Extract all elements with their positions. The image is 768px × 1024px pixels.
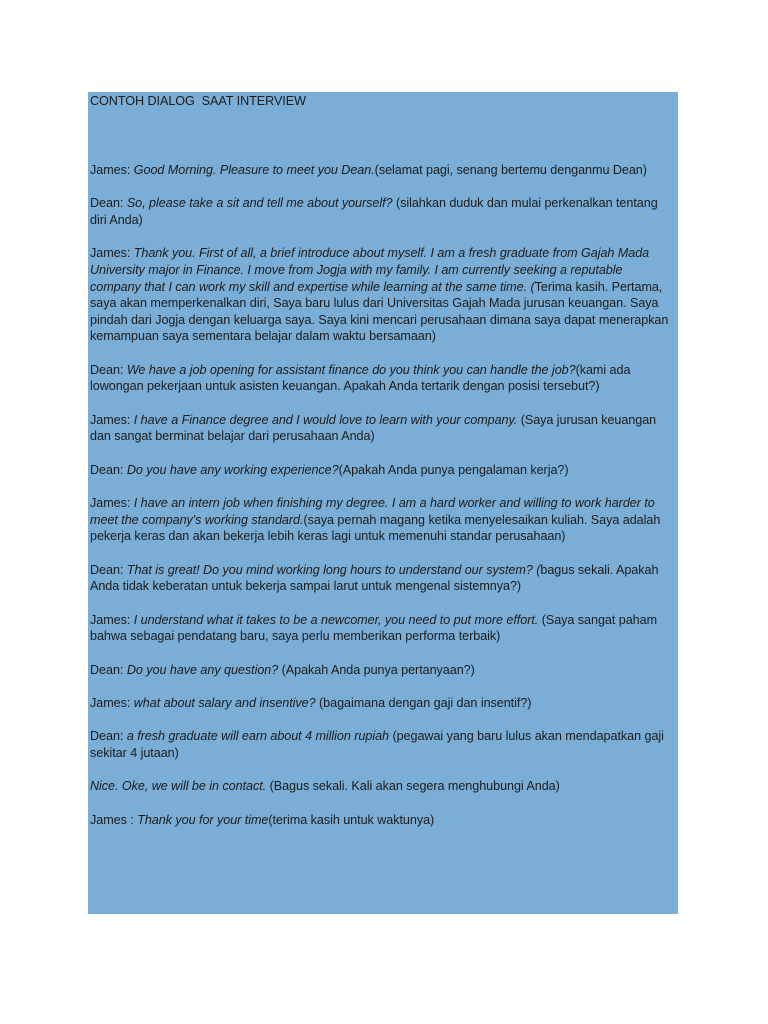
translation-text: (Saya sangat paham bahwa sebagai pendatang baru, saya perlu memberikan performa terbaik)	[90, 612, 658, 644]
translation-text: (terima kasih untuk waktunya)	[268, 812, 435, 827]
translation-text: bagus sekali. Apakah Anda tidak keberatan untuk bekerja sampai larut untuk mengenal sistemnya?)	[90, 562, 659, 594]
speaker-label: Dean:	[90, 196, 127, 211]
translation-text: (bagaimana dengan gaji dan insentif?)	[315, 696, 532, 711]
translation-text: (selamat pagi, senang bertemu denganmu Dean)	[374, 163, 647, 177]
translation-text: (Saya jurusan keuangan dan sangat berminat belajar dari perusahaan Anda)	[90, 412, 657, 444]
translation-text: Terima kasih. Pertama, saya akan memperkenalkan diri, Saya baru lulus dari Universitas Gajah Mada jurusan keuangan. Saya pindah dari Jogja dengan keluarga saya. Saya kini mencari perusahaan dimana saya dapat menerapkan kemampuan saya sementara belajar dalam waktu bersamaan)	[90, 279, 669, 344]
dialog-line	[90, 462, 676, 479]
speaker-label: Dean:	[90, 662, 127, 677]
dialog-line	[90, 162, 676, 179]
speaker-label: James:	[90, 496, 134, 511]
dialog-line	[90, 562, 676, 595]
dialog-line	[90, 812, 676, 829]
dialog-line	[90, 495, 676, 545]
english-text: Do you have any working experience?	[126, 462, 339, 477]
english-text: Thank you for your time	[137, 812, 269, 827]
speaker-label: Dean:	[90, 462, 127, 477]
speaker-label: James:	[90, 696, 134, 711]
dialog-line	[90, 778, 676, 795]
english-text: Good Morning. Pleasure to meet you Dean.	[133, 163, 375, 177]
english-text: I understand what it takes to be a newcomer, you need to put more effort.	[133, 612, 539, 627]
english-text: We have a job opening for assistant finance do you think you can handle the job?	[126, 362, 576, 377]
speaker-label: James:	[90, 612, 134, 627]
english-text: what about salary and insentive?	[133, 696, 316, 711]
dialog-line	[90, 612, 676, 645]
speaker-label: James :	[90, 812, 138, 827]
english-text: Do you have any question?	[126, 662, 279, 677]
speaker-label: Dean:	[90, 729, 127, 744]
speaker-label: James:	[90, 412, 134, 427]
english-text: Nice. Oke, we will be in contact.	[90, 779, 267, 794]
dialog-line	[90, 728, 676, 761]
speaker-label: Dean:	[90, 562, 127, 577]
dialog-line	[90, 195, 676, 228]
dialog-line	[90, 362, 676, 395]
translation-text: (kami ada lowongan pekerjaan untuk asisten keuangan. Apakah Anda tertarik dengan posisi tersebut?)	[90, 362, 631, 394]
english-text: I have an intern job when finishing my degree. I am a hard worker and willing to work harder to meet the company's working standard.	[90, 496, 655, 527]
dialog-line	[90, 412, 676, 445]
dialog-line	[90, 695, 676, 712]
english-text: Thank you. First of all, a brief introduce about myself. I am a fresh graduate from Gajah Mada University major in Finance. I move from Jogja with my family. I am currently seeking a reputable company that I can work my skill and expertise while learning at the same time. (	[90, 246, 650, 294]
speaker-label: Dean:	[90, 362, 127, 377]
dialog-list	[90, 162, 676, 845]
document-body	[88, 92, 678, 914]
english-text: So, please take a sit and tell me about yourself?	[126, 196, 393, 211]
speaker-label: James:	[90, 163, 134, 177]
translation-text: (saya pernah magang ketika menyelesaikan kuliah. Saya adalah pekerja keras dan akan bekerja lebih keras lagi untuk memenuhi standar perusahaan)	[90, 512, 661, 544]
translation-text: (pegawai yang baru lulus akan mendapatkan gaji sekitar 4 jutaan)	[90, 729, 664, 761]
document-title: CONTOH DIALOG SAAT INTERVIEW	[90, 94, 306, 108]
english-text: I have a Finance degree and I would love to learn with your company.	[133, 412, 518, 427]
translation-text: (Apakah Anda punya pengalaman kerja?)	[338, 462, 569, 477]
english-text: a fresh graduate will earn about 4 million rupiah	[126, 729, 389, 744]
translation-text: (Apakah Anda punya pertanyaan?)	[278, 662, 475, 677]
translation-text: (Bagus sekali. Kali akan segera menghubungi Anda)	[266, 779, 560, 794]
dialog-line	[90, 662, 676, 679]
dialog-line	[90, 245, 676, 345]
english-text: That is great! Do you mind working long hours to understand our system? (	[126, 562, 541, 577]
speaker-label: James:	[90, 246, 134, 261]
translation-text: (silahkan duduk dan mulai perkenalkan tentang diri Anda)	[90, 196, 658, 227]
